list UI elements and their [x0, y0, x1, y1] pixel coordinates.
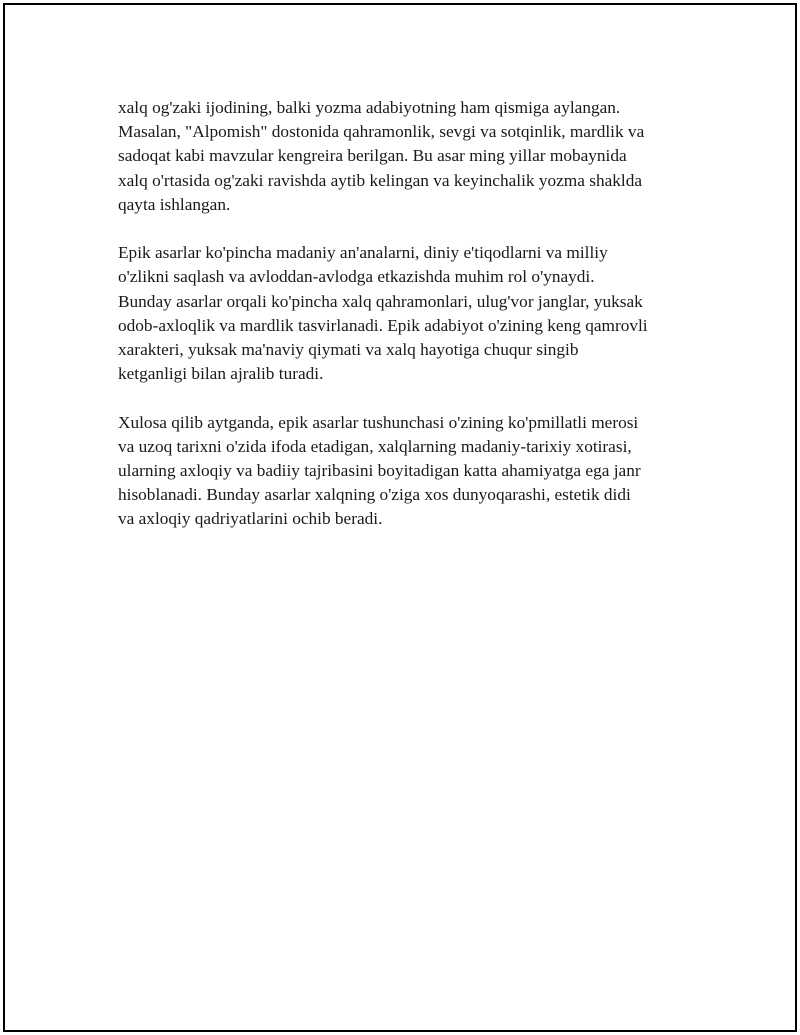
text-line: odob-axloqlik va mardlik tasvirlanadi. Epik adabiyot o'zining keng qamrovli [118, 315, 648, 335]
text-line: Xulosa qilib aytganda, epik asarlar tushunchasi o'zining ko'pmillatli merosi [118, 412, 639, 432]
text-line: xalq og'zaki ijodining, balki yozma adabiyotning ham qismiga aylangan. [118, 98, 621, 117]
text-line: o'zlikni saqlash va avloddan-avlodga etkazishda muhim rol o'ynaydi. [118, 267, 595, 287]
paragraph-3 [118, 411, 698, 532]
text-line: Masalan, "Alpomish" dostonida qahramonlik, sevgi va sotqinlik, mardlik va [118, 122, 645, 142]
text-line: xalq o'rtasida og'zaki ravishda aytib kelingan va keyinchalik yozma shaklda [118, 170, 643, 190]
text-line: va axloqiy qadriyatlarini ochib beradi. [118, 509, 383, 529]
text-line: ketganligi bilan ajralib turadi. [118, 364, 324, 384]
text-line: va uzoq tarixni o'zida ifoda etadigan, xalqlarning madaniy-tarixiy xotirasi, [118, 436, 632, 456]
text-line: Bunday asarlar orqali ko'pincha xalq qahramonlari, ulug'vor janglar, yuksak [118, 291, 643, 311]
text-line: Epik asarlar ko'pincha madaniy an'analarni, diniy e'tiqodlarni va milliy [118, 243, 608, 263]
document-page [3, 3, 797, 1032]
text-line: hisoblanadi. Bunday asarlar xalqning o'ziga xos dunyoqarashi, estetik didi [118, 485, 631, 505]
text-line: sadoqat kabi mavzular kengreira berilgan. Bu asar ming yillar mobaynida [118, 146, 627, 166]
text-line: ularning axloqiy va badiiy tajribasini boyitadigan katta ahamiyatga ega janr [118, 461, 641, 481]
paragraph-1 [118, 96, 698, 217]
document-body [118, 96, 698, 556]
text-line: qayta ishlangan. [118, 194, 231, 214]
paragraph-2 [118, 241, 698, 386]
text-line: xarakteri, yuksak ma'naviy qiymati va xalq hayotiga chuqur singib [118, 340, 579, 360]
